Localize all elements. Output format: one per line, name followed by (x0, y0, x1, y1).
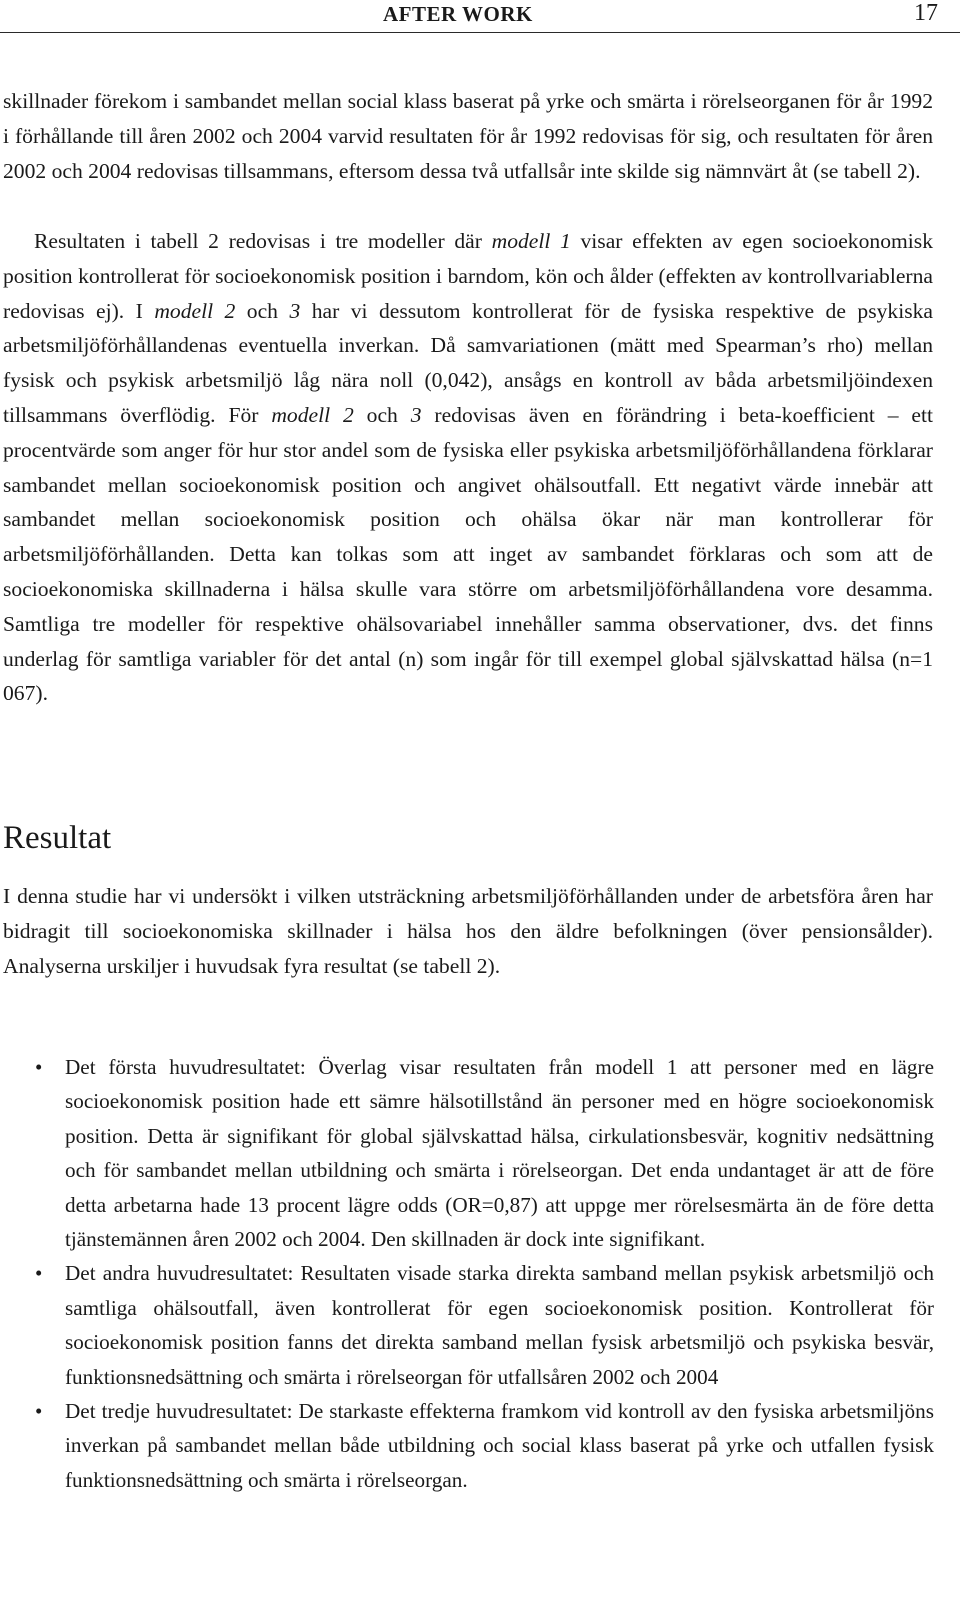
page-number: 17 (914, 0, 938, 26)
paragraph-models (3, 224, 933, 711)
text-run: och (353, 402, 411, 427)
running-header (0, 0, 960, 33)
list-item-text: Det tredje huvudresultatet: De starkaste effekterna framkom vid kontroll av den fysiska arbetsmiljöns inverkan på sambandet mellan både utbildning och social klass baserat på yrke och utfallen fysisk funktionsnedsättning och smärta i rörelseorgan. (65, 1399, 934, 1492)
list-item (3, 1256, 934, 1394)
text-run: har vi dessutom kontrollerat för de fysiska respektive de psykiska arbetsmiljöförhållandenas eventuella inverkan. Då samvariationen (mätt med Spearman’s rho) mellan fysisk och psykisk arbetsmiljö låg nära noll (0,042), ansågs en kontroll av båda arbetsmiljöindexen tillsammans överflödig. För (3, 298, 933, 427)
list-item-text: Det andra huvudresultatet: Resultaten visade starka direkta samband mellan psykisk arbetsmiljö och samtliga ohälsoutfall, även kontrollerat för egen socioekonomisk position. Kontrollerat för socioekonomisk position fanns det direkta samband mellan fysisk arbetsmiljö och psykiska besvär, funktionsnedsättning och smärta i rörelseorgan för utfallsåren 2002 och 2004 (65, 1261, 934, 1389)
list-item (3, 1394, 934, 1497)
list-item (3, 1050, 934, 1256)
text-run: Resultaten i tabell 2 redovisas i tre modeller där (34, 229, 492, 253)
running-header-title: AFTER WORK (383, 2, 533, 26)
model-2-term: modell 2 (271, 402, 354, 427)
paragraph-results-intro: I denna studie har vi undersökt i vilken utsträckning arbetsmiljöförhållanden under de arbetsföra åren har bidragit till socioekonomiska skillnader i hälsa hos den äldre befolkningen (över pensionsålder). Analyserna urskiljer i huvudsak fyra resultat (se tabell 2). (3, 884, 933, 978)
bullet-icon: • (35, 1399, 43, 1424)
model-1-term: modell 1 (491, 229, 571, 253)
text-run: visar effekten av egen socioekonomisk position kontrollerat för socioekonomisk position i barndom, kön och ålder (effekten av kontrollvariablerna redovisas ej). I (3, 229, 933, 323)
list-item-text: Det första huvudresultatet: Överlag visar resultaten från modell 1 att personer med en lägre socioekonomisk position hade ett sämre hälsotillstånd än personer med en högre socioekonomisk position. Detta är signifikant för global självskattad hälsa, cirkulationsbesvär, kognitiv nedsättning och för sambandet mellan utbildning och smärta i rörelseorgan. Det enda undantaget är att de före detta arbetarna hade 13 procent lägre odds (OR=0,87) att uppge mer rörelsesmärta än de före detta tjänstemännen åren 2002 och 2004. Den skillnaden är dock inte signifikant. (65, 1055, 934, 1252)
paragraph-continued: skillnader förekom i sambandet mellan social klass baserat på yrke och smärta i rörelseorganen för år 1992 i förhållande till åren 2002 och 2004 varvid resultaten för år 1992 redovisas för sig, och resultaten för åren 2002 och 2004 redovisas tillsammans, eftersom dessa två utfallsår inte skilde sig nämnvärt åt (se tabell 2). (3, 89, 933, 183)
section-heading: Resultat (3, 820, 112, 856)
model-2-term: modell 2 (154, 298, 236, 323)
text-run: och (235, 298, 290, 323)
text-run: redovisas även en förändring i beta-koefficient – ett procentvärde som anger för hur stor andel som de fysiska eller psykiska arbetsmiljöförhållandena förklarar sambandet mellan socioekonomisk position och angivet ohälsoutfall. Ett negativt värde innebär att sambandet mellan socioekonomisk position och ohälsa ökar när man kontrollerar för arbetsmiljöförhållanden. Detta kan tolkas som att inget av sambandet förklaras och som att de socioekonomiska skillnaderna i hälsa skulle vara större om arbetsmiljöförhållandena vore desamma. Samtliga tre modeller för respektive ohälsovariabel innehåller samma observationer, dvs. det finns underlag för samtliga variabler för det antal (n) som ingår för till exempel global självskattad hälsa (n=1 067). (3, 402, 934, 706)
model-3-term: 3 (410, 402, 422, 427)
results-bullet-list (3, 1050, 934, 1497)
bullet-icon: • (35, 1261, 43, 1286)
bullet-icon: • (35, 1055, 43, 1079)
model-3-term: 3 (289, 298, 301, 323)
